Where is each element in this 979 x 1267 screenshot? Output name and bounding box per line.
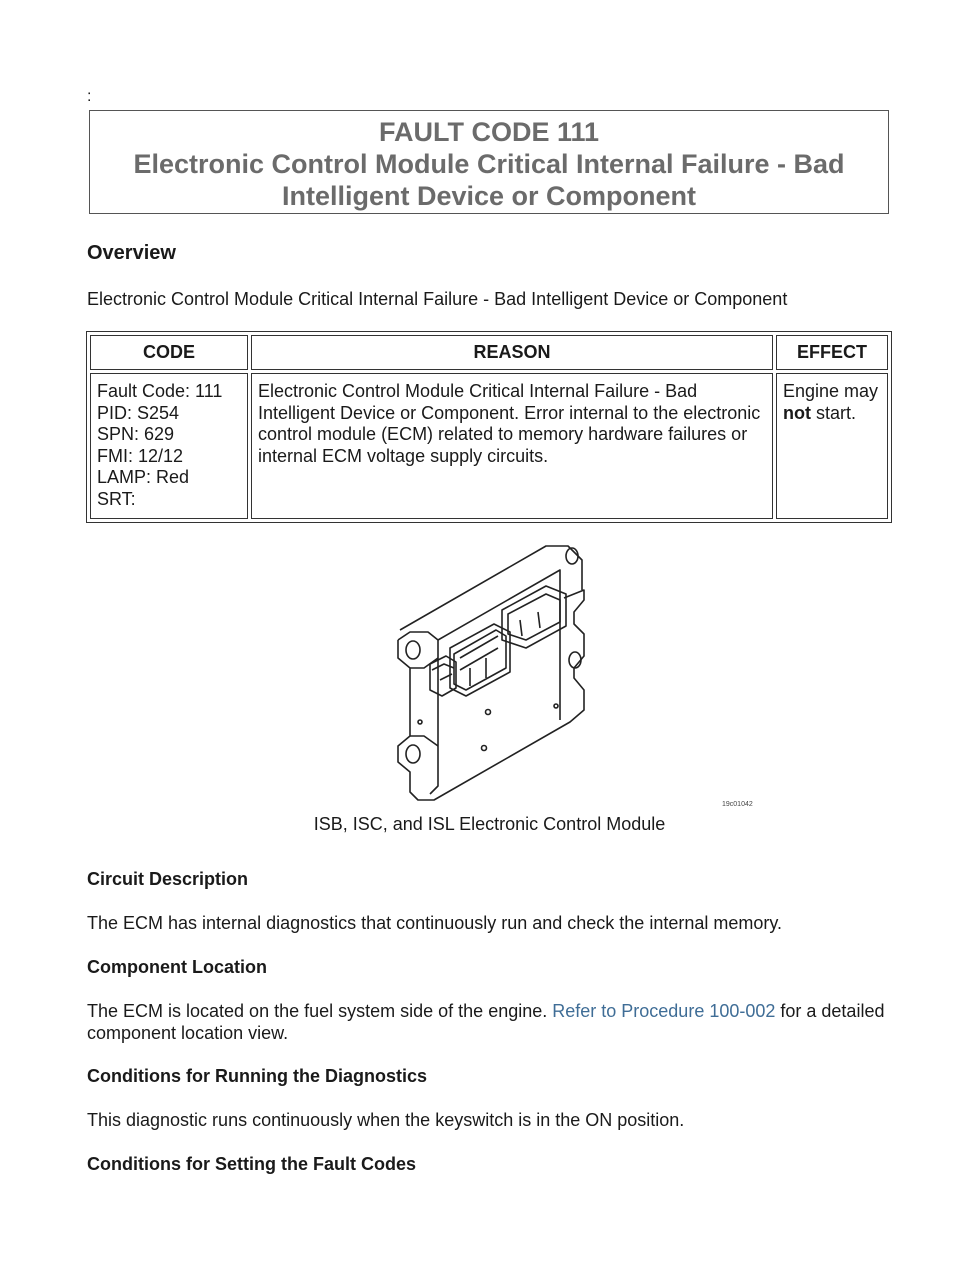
overview-text: Electronic Control Module Critical Internal Failure - Bad Intelligent Device or Component <box>87 289 788 309</box>
fault-code-title: FAULT CODE 111 <box>378 117 600 147</box>
ecm-illustration <box>370 540 760 810</box>
code-line-fault: Fault Code: 111 <box>97 381 223 401</box>
figure-caption: ISB, ISC, and ISL Electronic Control Module <box>313 814 666 834</box>
fault-title-line-3: Intelligent Device or Component <box>281 181 697 211</box>
component-text-after: for a detailed component location view. <box>87 1001 885 1043</box>
leading-colon: : <box>87 88 92 105</box>
conditions-running-text: This diagnostic runs continuously when the keyswitch is in the ON position. <box>87 1110 685 1130</box>
header-reason: REASON <box>251 335 773 370</box>
effect-text-before: Engine may <box>783 381 879 401</box>
code-line-pid: PID: S254 <box>97 402 180 423</box>
cell-reason: Electronic Control Module Critical Internal Failure - Bad Intelligent Device or Component. Error internal to the electronic control module (ECM) related to memory hardware failures or internal ECM voltage supply circuits. <box>251 373 773 519</box>
procedure-link[interactable]: Refer to Procedure 100-002 <box>552 1001 776 1021</box>
header-code: CODE <box>90 335 248 370</box>
component-location-heading: Component Location <box>87 957 267 977</box>
circuit-description-text: The ECM has internal diagnostics that continuously run and check the internal memory. <box>87 913 783 933</box>
fault-info-table <box>86 331 892 523</box>
cell-code <box>90 373 248 519</box>
code-line-spn: SPN: 629 <box>97 424 175 444</box>
component-location-text <box>87 1000 887 1044</box>
overview-heading: Overview <box>87 242 176 264</box>
fault-title-box <box>89 110 889 214</box>
circuit-description-heading: Circuit Description <box>87 869 249 889</box>
fault-title-line-2: Electronic Control Module Critical Internal Failure - Bad <box>133 149 845 179</box>
effect-text-after: start. <box>810 402 856 423</box>
conditions-setting-heading: Conditions for Setting the Fault Codes <box>87 1154 416 1174</box>
code-line-lamp: LAMP: Red <box>97 467 190 487</box>
component-text-before: The ECM is located on the fuel system side of the engine. <box>87 1001 553 1021</box>
code-line-srt: SRT: <box>97 488 136 509</box>
table-row <box>90 373 888 519</box>
code-line-fmi: FMI: 12/12 <box>97 445 184 466</box>
conditions-running-heading: Conditions for Running the Diagnostics <box>87 1066 427 1086</box>
header-effect: EFFECT <box>776 335 888 370</box>
table-header-row <box>90 335 888 370</box>
figure-id-label: 19c01042 <box>722 801 753 808</box>
cell-effect <box>776 373 888 519</box>
effect-emphasis: not <box>783 402 811 423</box>
ecm-drawing <box>370 540 760 810</box>
